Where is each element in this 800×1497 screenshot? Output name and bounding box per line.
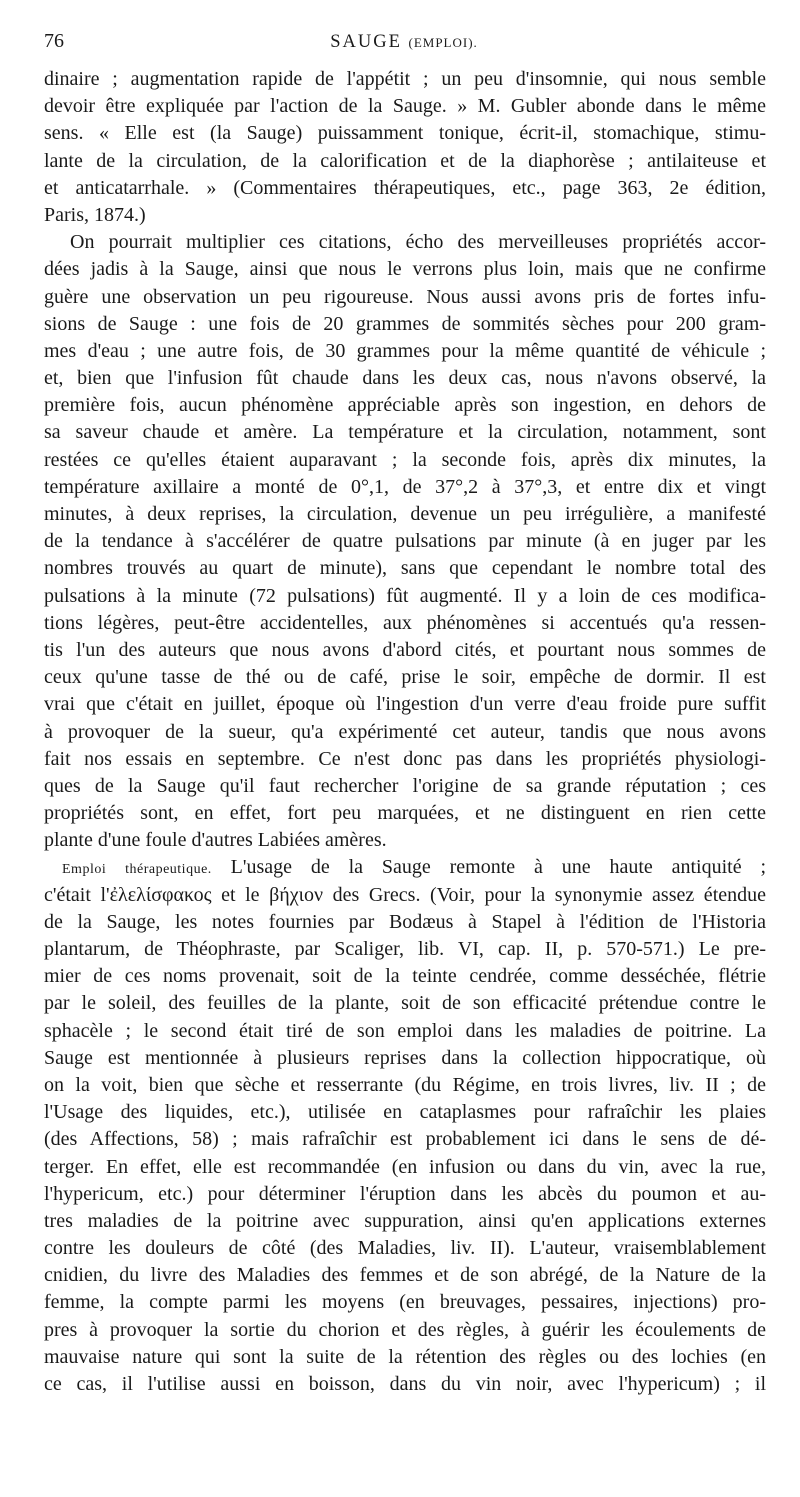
text-line: pulsations à la minute (72 pulsations) fût augmenté. Il y a loin de ces modifica- bbox=[44, 584, 766, 607]
text-line: tions légères, peut-être accidentelles, aux phénomènes si accentués qu'a ressen- bbox=[44, 611, 766, 634]
text-line: guère une observation un peu rigoureuse. Nous aussi avons pris de fortes infu- bbox=[44, 285, 766, 308]
text-line: et anticatarrhale. » (Commentaires thérapeutiques, etc., page 363, 2e édition, bbox=[44, 176, 766, 199]
text-line: de la tendance à s'accélérer de quatre pulsations par minute (à en juger par les bbox=[44, 530, 766, 553]
paragraph-2 bbox=[44, 229, 766, 854]
text-line: On pourrait multiplier ces citations, écho des merveilleuses propriétés accor- bbox=[70, 231, 766, 254]
section-heading-2: thérapeutique. bbox=[125, 862, 212, 878]
section-first-line-text: L'usage de la Sauge remonte à une haute antiquité ; bbox=[230, 856, 766, 879]
running-title-main: SAUGE bbox=[330, 32, 402, 52]
text-line: on la voit, bien que sèche et resserrante (du Régime, en trois livres, liv. II ; de bbox=[44, 1073, 766, 1096]
text-line: devoir être expliquée par l'action de la Sauge. » M. Gubler abonde dans le même bbox=[44, 95, 766, 118]
text-line: l'hypericum, etc.) pour déterminer l'éruption dans les abcès du poumon et au- bbox=[44, 1182, 766, 1205]
text-line: terger. En effet, elle est recommandée (en infusion ou dans du vin, avec la rue, bbox=[44, 1155, 766, 1178]
text-line: température axillaire a monté de 0°,1, de 37°,2 à 37°,3, et entre dix et vingt bbox=[44, 475, 766, 498]
text-line: sions de Sauge : une fois de 20 grammes de sommités sèches pour 200 gram- bbox=[44, 312, 766, 335]
text-line: sa saveur chaude et amère. La température et la circulation, notamment, sont bbox=[44, 421, 766, 444]
text-line: mes d'eau ; une autre fois, de 30 grammes pour la même quantité de véhicule ; bbox=[44, 339, 766, 362]
text-line: pres à provoquer la sortie du chorion et des règles, à guérir les écoulements de bbox=[44, 1318, 766, 1341]
text-line: ce cas, il l'utilise aussi en boisson, dans du vin noir, avec l'hypericum) ; il bbox=[44, 1373, 766, 1395]
text-line: propriétés sont, en effet, fort peu marquées, et ne distinguent en rien cette bbox=[44, 802, 766, 825]
text-line: de la Sauge, les notes fournies par Bodæus à Stapel à l'édition de l'Historia bbox=[44, 910, 766, 933]
text-line: fait nos essais en septembre. Ce n'est donc pas dans les propriétés physiologi- bbox=[44, 747, 766, 770]
text-line: mauvaise nature qui sont la suite de la rétention des règles ou des lochies (en bbox=[44, 1345, 766, 1368]
text-line: sens. « Elle est (la Sauge) puissamment tonique, écrit-il, stomachique, stimu- bbox=[44, 122, 766, 145]
text-line: plante d'une foule d'autres Labiées amères. bbox=[44, 829, 387, 852]
running-title bbox=[44, 32, 764, 53]
page-number: 76 bbox=[44, 30, 64, 52]
text-line: lante de la circulation, de la calorification et de la diaphorèse ; antilaiteuse et bbox=[44, 149, 766, 172]
text-line: vrai que c'était en juillet, époque où l'ingestion d'un verre d'eau froide pure suffit bbox=[44, 693, 766, 716]
text-line: à provoquer de la sueur, qu'a expérimenté cet auteur, tandis que nous avons bbox=[44, 720, 766, 743]
running-head bbox=[44, 30, 764, 58]
paragraph-1 bbox=[44, 66, 766, 229]
text-line: et, bien que l'infusion fût chaude dans les deux cas, nous n'avons observé, la bbox=[44, 367, 766, 390]
text-line: première fois, aucun phénomène appréciable après son ingestion, en dehors de bbox=[44, 394, 766, 417]
text-line: nombres trouvés au quart de minute), sans que cependant le nombre total des bbox=[44, 557, 766, 580]
text-line: l'Usage des liquides, etc.), utilisée en cataplasmes pour rafraîchir les plaies bbox=[44, 1101, 766, 1124]
text-line: tis l'un des auteurs que nous avons d'abord cités, et pourtant nous sommes de bbox=[44, 638, 766, 661]
text-line: ceux qu'une tasse de thé ou de café, prise le soir, empêche de dormir. Il est bbox=[44, 666, 766, 689]
text-line: tres maladies de la poitrine avec suppuration, ainsi qu'en applications externes bbox=[44, 1209, 766, 1232]
text-line: c'était l'ἐλελίσφακος et le βήχιον des Grecs. (Voir, pour la synonymie assez étendue bbox=[44, 883, 766, 906]
text-line: sphacèle ; le second était tiré de son emploi dans les maladies de poitrine. La bbox=[44, 1019, 766, 1042]
text-line: restées ce qu'elles étaient auparavant ; la seconde fois, après dix minutes, la bbox=[44, 448, 766, 471]
running-title-sub: (EMPLOI). bbox=[408, 35, 478, 50]
text-line: Paris, 1874.) bbox=[44, 203, 146, 226]
text-line: par le soleil, des feuilles de la plante, soit de son efficacité prétendue contre le bbox=[44, 992, 766, 1015]
paragraph-therapeutic-use bbox=[44, 854, 766, 1398]
text-line: Sauge est mentionnée à plusieurs reprises dans la collection hippocratique, où bbox=[44, 1046, 766, 1069]
text-line: femme, la compte parmi les moyens (en breuvages, pessaires, injections) pro- bbox=[44, 1291, 766, 1314]
text-line: plantarum, de Théophraste, par Scaliger, lib. VI, cap. II, p. 570-571.) Le pre- bbox=[44, 938, 766, 960]
text-line: dées jadis à la Sauge, ainsi que nous le verrons plus loin, mais que ne confirme bbox=[44, 258, 766, 281]
text-line: contre les douleurs de côté (des Maladies, liv. II). L'auteur, vraisemblablement bbox=[44, 1237, 766, 1260]
section-heading-line bbox=[44, 854, 766, 881]
text-line: ques de la Sauge qu'il faut rechercher l'origine de sa grande réputation ; ces bbox=[44, 774, 766, 797]
body-text bbox=[44, 66, 766, 1398]
text-line: dinaire ; augmentation rapide de l'appétit ; un peu d'insomnie, qui nous semble bbox=[44, 68, 766, 90]
text-line: (des Affections, 58) ; mais rafraîchir est probablement ici dans le sens de dé- bbox=[44, 1128, 766, 1151]
text-line: minutes, à deux reprises, la circulation, devenue un peu irrégulière, a manifesté bbox=[44, 503, 766, 525]
text-line: cnidien, du livre des Maladies des femmes et de son abrégé, de la Nature de la bbox=[44, 1264, 766, 1287]
text-line: mier de ces noms provenait, soit de la teinte cendrée, comme desséchée, flétrie bbox=[44, 965, 766, 988]
section-heading-1: Emploi bbox=[62, 862, 107, 878]
